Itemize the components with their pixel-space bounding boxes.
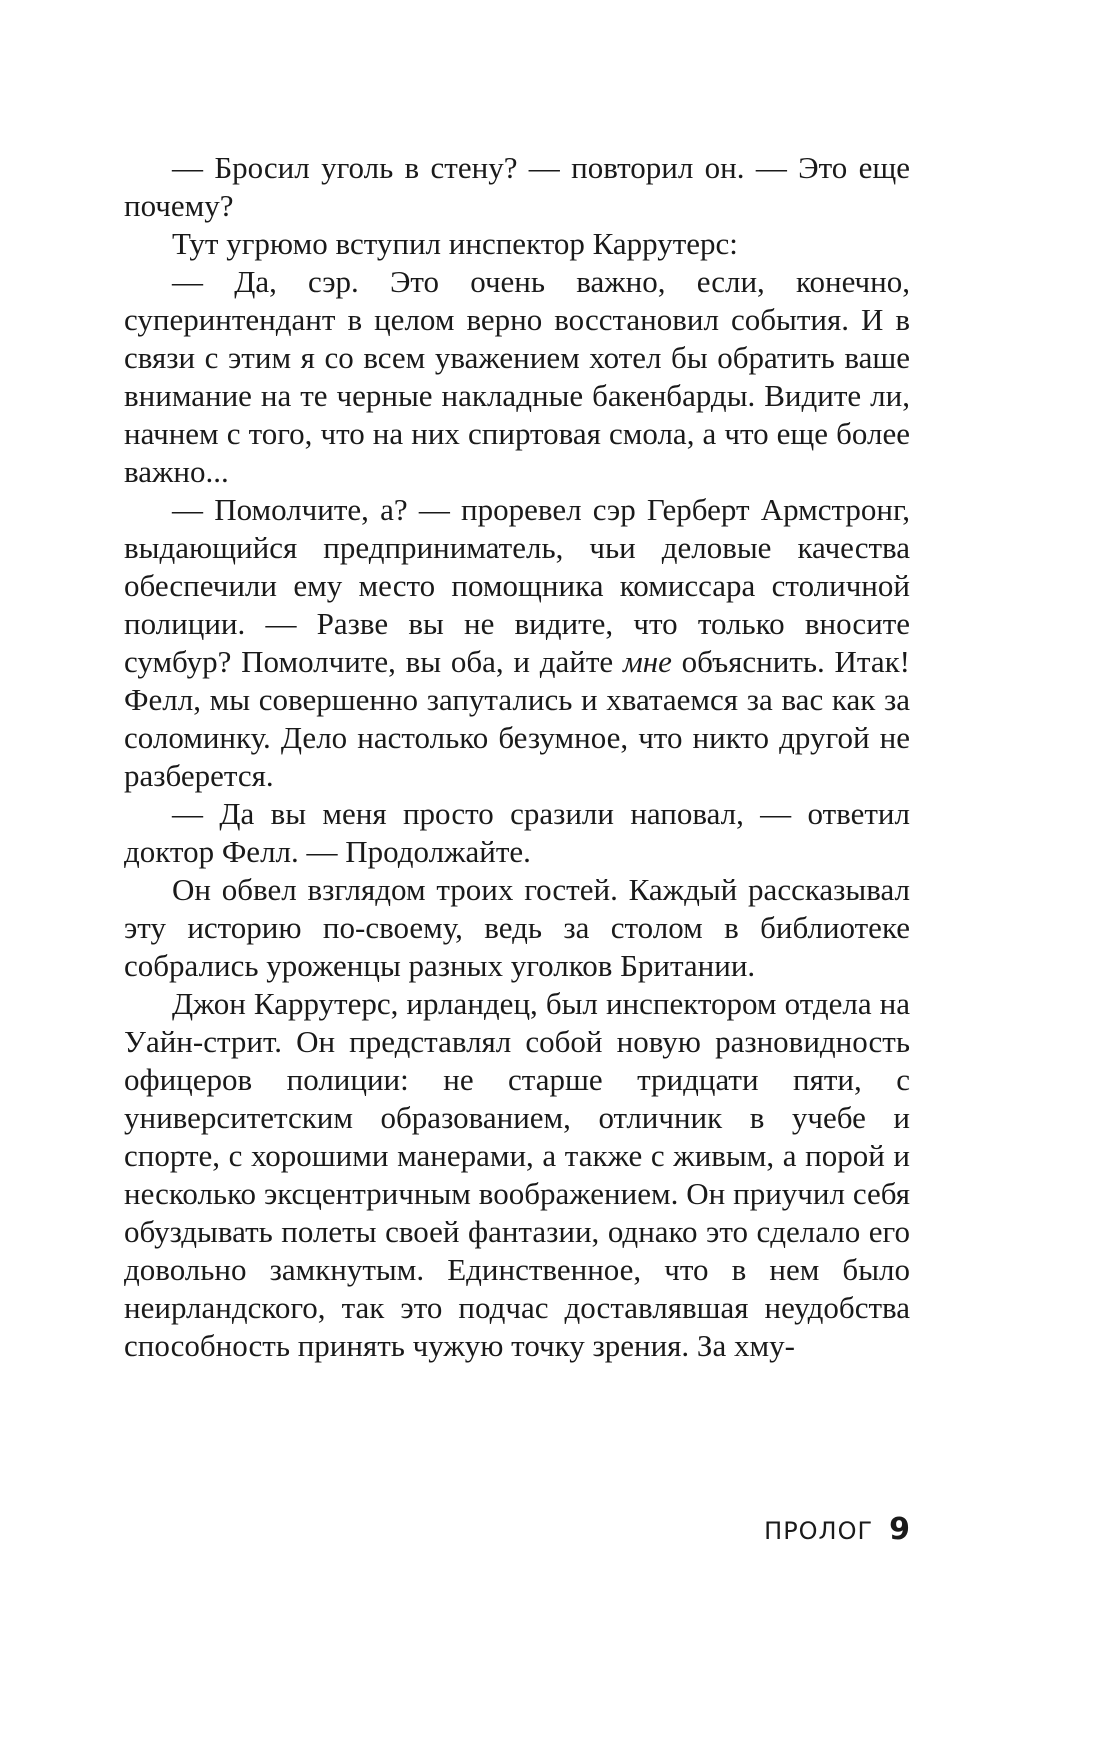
emphasis-word: мне	[622, 644, 672, 679]
paragraph-7: Джон Каррутерс, ирландец, был инспектором отдела на Уайн-стрит. Он представлял собой новую разновидность офицеров полиции: не старше тридцати пяти, с университетским образованием, отличник в учебе и спорте, с хорошими манерами, а также с живым, а порой и несколько эксцентричным воображением. Он приучил себя обуздывать полеты своей фантазии, однако это сделало его довольно замкнутым. Единственное, что в нем было неирландского, так это подчас доставлявшая неудобства способность принять чужую точку зрения. За хму-	[124, 986, 910, 1363]
paragraph-4	[124, 491, 910, 795]
page-number: 9	[889, 1512, 910, 1547]
paragraph-4-before: — Помолчите, а? — проревел сэр Герберт Армстронг, выдающийся предприниматель, чьи деловые качества обеспечили ему место помощника комиссара столичной полиции. — Разве вы не видите, что только вносите сумбур? Помолчите, вы оба, и дайте	[124, 492, 910, 679]
paragraph-4-after: объяснить. Итак! Фелл, мы совершенно запутались и хватаемся за вас как за соломинку. Дело настолько безумное, что никто другой не разберется.	[124, 644, 910, 793]
running-section-title: ПРОЛОГ	[764, 1517, 874, 1545]
paragraph-3: — Да, сэр. Это очень важно, если, конечно, суперинтендант в целом верно восстановил события. И в связи с этим я со всем уважением хотел бы обратить ваше внимание на те черные накладные бакенбарды. Видите ли, начнем с того, что на них спиртовая смола, а что еще более важно...	[124, 264, 910, 489]
paragraph-6: Он обвел взглядом троих гостей. Каждый рассказывал эту историю по-своему, ведь за столом в библиотеке собрались уроженцы разных уголков Британии.	[124, 872, 910, 983]
paragraph-2: Тут угрюмо вступил инспектор Каррутерс:	[172, 226, 738, 261]
paragraph-1: — Бросил уголь в стену? — повторил он. — Это еще почему?	[124, 150, 910, 223]
page-footer	[124, 1512, 910, 1547]
paragraph-5: — Да вы меня просто сразили наповал, — ответил доктор Фелл. — Продолжайте.	[124, 796, 910, 869]
body-text	[124, 149, 910, 1365]
